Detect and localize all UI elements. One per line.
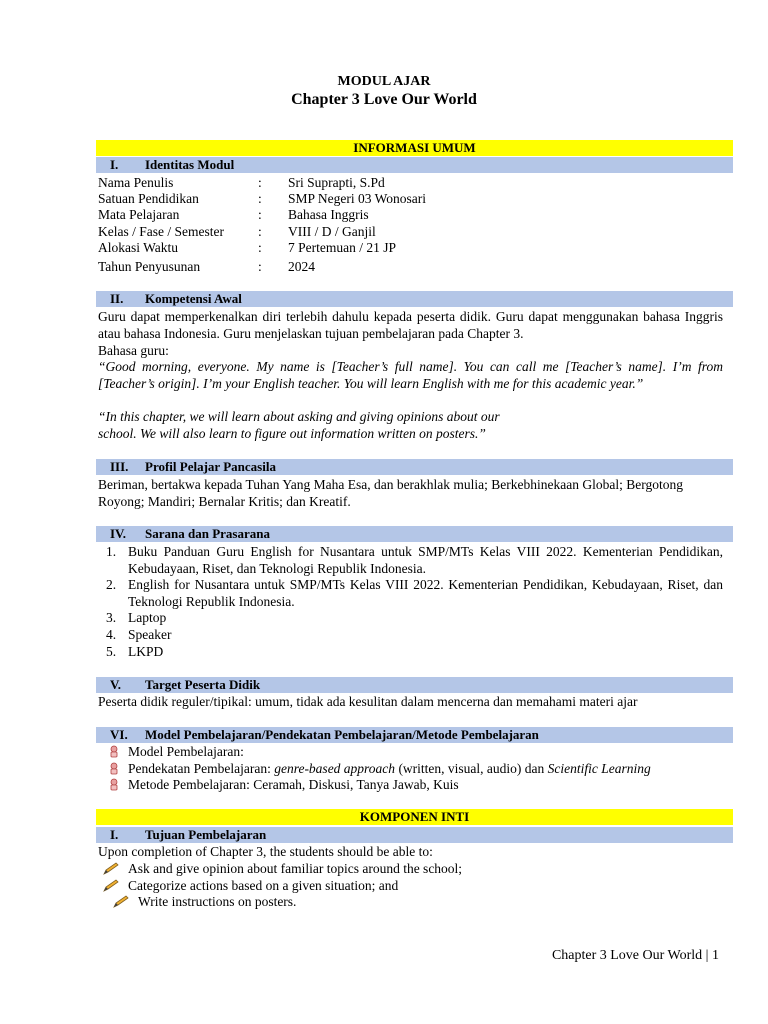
teacher-quote-greeting: “Good morning, everyone. My name is [Teacher’s full name]. You can call me [Teacher’s name]. I’m from [Teacher’s origin]. I’m your English teacher. You will learn English with me for this academic year.”	[98, 359, 723, 391]
section-number: I.	[110, 827, 119, 842]
list-number: 1.	[106, 544, 117, 559]
section-model-pembelajaran	[96, 727, 733, 743]
identitas-value: VIII / D / Ganjil	[288, 224, 376, 239]
identitas-label: Tahun Penyusunan	[98, 259, 201, 274]
komponen-inti-heading: KOMPONEN INTI	[96, 809, 733, 825]
list-number: 2.	[106, 577, 117, 593]
learning-name: Scientific Learning	[547, 760, 651, 776]
identitas-value: 2024	[288, 259, 315, 274]
list-number: 3.	[106, 610, 117, 626]
section-number: II.	[110, 291, 124, 306]
list-text: Categorize actions based on a given situation; and	[128, 877, 399, 893]
identitas-label: Nama Penulis	[98, 175, 174, 190]
pushpin-icon	[108, 762, 120, 776]
list-text: English for Nusantara untuk SMP/MTs Kelas VIII 2022. Kementerian Pendidikan, Kebudayaan, Riset, dan Teknologi Republik Indonesia.	[128, 577, 723, 609]
teacher-quote-chapter-line2: school. We will also learn to figure out information written on posters.”	[98, 426, 486, 441]
identitas-value: Sri Suprapti, S.Pd	[288, 175, 385, 190]
section-kompetensi-awal	[96, 291, 733, 307]
list-text: Write instructions on posters.	[138, 894, 297, 910]
list-item	[98, 627, 723, 644]
section-target-peserta	[96, 677, 733, 693]
identitas-colon: :	[258, 224, 262, 239]
section-tujuan-pembelajaran	[96, 827, 733, 843]
identitas-label: Alokasi Waktu	[98, 240, 179, 255]
list-item	[98, 577, 723, 610]
list-item	[106, 744, 731, 761]
identitas-label: Mata Pelajaran	[98, 207, 180, 222]
list-text: LKPD	[128, 643, 164, 659]
list-item	[102, 878, 727, 895]
identitas-colon: :	[258, 175, 262, 190]
section-title: Target Peserta Didik	[145, 677, 261, 692]
list-text: Ask and give opinion about familiar topics around the school;	[128, 861, 463, 876]
kompetensi-intro: Guru dapat memperkenalkan diri terlebih dahulu kepada peserta didik. Guru dapat menggunakan bahasa Inggris atau bahasa Indonesia. Guru menjelaskan tujuan pembelajaran pada Chapter 3.	[98, 309, 723, 341]
document-subtitle: Chapter 3 Love Our World	[291, 91, 477, 108]
section-title: Tujuan Pembelajaran	[145, 827, 267, 842]
list-item	[106, 777, 731, 794]
pushpin-icon	[108, 745, 120, 759]
pencil-icon	[102, 862, 120, 876]
list-text: (written, visual, audio) dan	[395, 760, 548, 776]
identitas-colon: :	[258, 259, 262, 274]
identitas-value: SMP Negeri 03 Wonosari	[288, 191, 427, 206]
list-item	[106, 761, 731, 778]
pencil-icon	[112, 895, 130, 909]
document-title: MODUL AJAR	[337, 74, 431, 89]
pencil-icon	[102, 879, 120, 893]
identitas-colon: :	[258, 240, 262, 255]
section-title: Sarana dan Prasarana	[145, 526, 270, 541]
page-footer: Chapter 3 Love Our World | 1	[551, 948, 719, 963]
list-number: 4.	[106, 626, 117, 642]
identitas-label: Satuan Pendidikan	[98, 191, 199, 206]
section-title: Kompetensi Awal	[145, 291, 242, 306]
section-number: I.	[110, 157, 119, 172]
identitas-value: 7 Pertemuan / 21 JP	[288, 240, 396, 255]
list-text: Laptop	[128, 610, 167, 626]
teacher-quote-chapter-line1: “In this chapter, we will learn about asking and giving opinions about our	[98, 409, 500, 424]
profil-text: Beriman, bertakwa kepada Tuhan Yang Maha Esa, dan berakhlak mulia; Berkebhinekaan Global; Bergotong Royong; Mandiri; Bernalar Kritis; dan Kreatif.	[98, 477, 683, 509]
section-title: Model Pembelajaran/Pendekatan Pembelajaran/Metode Pembelajaran	[145, 727, 539, 742]
list-text: Buku Panduan Guru English for Nusantara untuk SMP/MTs Kelas VIII 2022. Kementerian Pendidikan, Kebudayaan, Riset, dan Teknologi Republik Indonesia.	[128, 544, 723, 576]
list-text: Speaker	[128, 626, 172, 642]
list-item	[102, 894, 727, 911]
section-title: Profil Pelajar Pancasila	[145, 459, 276, 474]
list-item	[102, 861, 727, 878]
target-text: Peserta didik reguler/tipikal: umum, tidak ada kesulitan dalam mencerna dan memahami materi ajar	[98, 694, 638, 709]
section-number: VI.	[110, 727, 128, 742]
section-title: Identitas Modul	[145, 157, 235, 172]
tujuan-list	[102, 861, 727, 911]
identitas-colon: :	[258, 191, 262, 206]
section-sarana-prasarana	[96, 526, 733, 542]
section-number: IV.	[110, 526, 127, 541]
section-profil-pelajar	[96, 459, 733, 475]
list-number: 5.	[106, 643, 117, 659]
list-item	[98, 610, 723, 627]
bahasa-guru-label: Bahasa guru:	[98, 343, 169, 358]
section-number: III.	[110, 459, 129, 474]
sarana-list	[98, 544, 723, 660]
list-item	[98, 544, 723, 577]
tujuan-intro: Upon completion of Chapter 3, the students should be able to:	[98, 844, 433, 859]
identitas-value: Bahasa Inggris	[288, 207, 369, 222]
identitas-label: Kelas / Fase / Semester	[98, 224, 224, 239]
list-text: Pendekatan Pembelajaran:	[128, 760, 275, 776]
identitas-colon: :	[258, 207, 262, 222]
list-text: Model Pembelajaran:	[128, 744, 244, 759]
list-text: Metode Pembelajaran: Ceramah, Diskusi, Tanya Jawab, Kuis	[128, 777, 459, 793]
model-list	[106, 744, 731, 794]
informasi-umum-heading: INFORMASI UMUM	[96, 140, 733, 156]
approach-name: genre-based approach	[274, 760, 396, 776]
section-identitas-modul	[96, 157, 733, 173]
pushpin-icon	[108, 778, 120, 792]
section-number: V.	[110, 677, 121, 692]
list-item	[98, 644, 723, 661]
